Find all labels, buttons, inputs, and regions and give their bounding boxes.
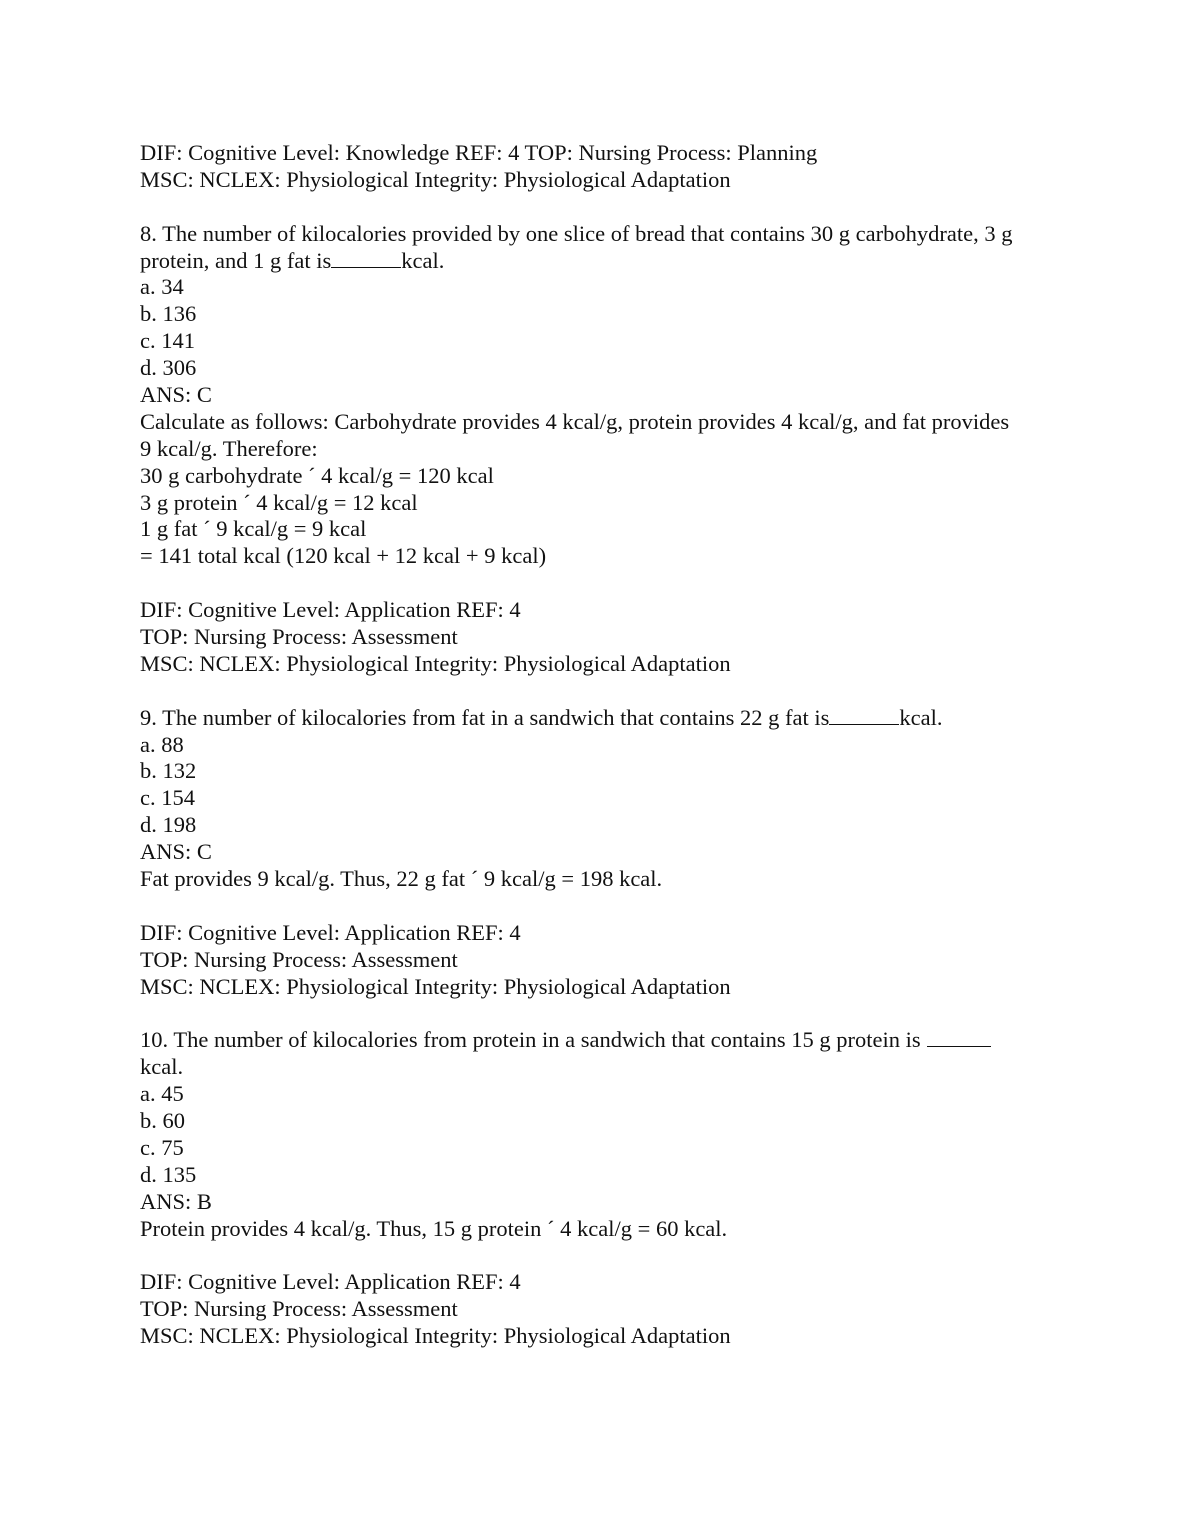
q8-stem-line1: 8. The number of kilocalories provided by one slice of bread that contains 30 g carbohydrate, 3 g [140,220,1013,246]
q9-option-b: b. 132 [140,758,197,784]
q8-stem-unit: kcal. [401,247,445,273]
q8-dif: DIF: Cognitive Level: Application REF: 4 [140,597,521,623]
q10-top: TOP: Nursing Process: Assessment [140,1296,458,1322]
q10-dif: DIF: Cognitive Level: Application REF: 4 [140,1269,521,1295]
spacer [140,194,1060,221]
q9-stem [140,705,1060,732]
q10-option-a: a. 45 [140,1081,184,1107]
q9-option-d: d. 198 [140,812,197,838]
prev-msc-line: MSC: NCLEX: Physiological Integrity: Physiological Adaptation [140,166,731,192]
q10-msc: MSC: NCLEX: Physiological Integrity: Physiological Adaptation [140,1323,731,1349]
q8-answer: ANS: C [140,382,212,408]
q8-rationale-line: 9 kcal/g. Therefore: [140,435,318,461]
q10-answer-blank [927,1027,991,1047]
q8-option-c: c. 141 [140,328,195,354]
q8-top: TOP: Nursing Process: Assessment [140,624,458,650]
q10-stem-line1 [140,1027,1060,1054]
spacer [140,678,1060,705]
q9-top: TOP: Nursing Process: Assessment [140,946,458,972]
q8-msc: MSC: NCLEX: Physiological Integrity: Physiological Adaptation [140,650,731,676]
q8-stem-text: protein, and 1 g fat is [140,247,332,273]
spacer [140,1243,1060,1270]
q9-answer: ANS: C [140,839,212,865]
q10-rationale: Protein provides 4 kcal/g. Thus, 15 g protein ´ 4 kcal/g = 60 kcal. [140,1215,728,1241]
q9-answer-blank [829,705,899,725]
q8-rationale-line: = 141 total kcal (120 kcal + 12 kcal + 9 kcal) [140,543,547,569]
prev-dif-line: DIF: Cognitive Level: Knowledge REF: 4 TOP: Nursing Process: Planning [140,140,818,165]
q10-option-c: c. 75 [140,1134,184,1160]
q8-option-a: a. 34 [140,274,184,300]
q8-rationale-line: 30 g carbohydrate ´ 4 kcal/g = 120 kcal [140,462,494,488]
q9-option-a: a. 88 [140,731,184,757]
document-page [140,140,1060,1350]
q10-option-b: b. 60 [140,1108,185,1134]
q9-rationale: Fat provides 9 kcal/g. Thus, 22 g fat ´ 9 kcal/g = 198 kcal. [140,866,663,892]
q8-option-d: d. 306 [140,355,197,381]
q10-stem-line2: kcal. [140,1054,184,1080]
q9-dif: DIF: Cognitive Level: Application REF: 4 [140,919,521,945]
q8-answer-blank [331,248,401,268]
q9-option-c: c. 154 [140,785,195,811]
spacer [140,893,1060,920]
q8-stem-line2 [140,248,1060,275]
q9-stem-unit: kcal. [899,704,943,730]
q10-stem-text: 10. The number of kilocalories from protein in a sandwich that contains 15 g protein is [140,1027,921,1053]
q8-rationale-line: 3 g protein ´ 4 kcal/g = 12 kcal [140,489,418,515]
spacer [140,570,1060,597]
q10-answer: ANS: B [140,1188,212,1214]
q8-option-b: b. 136 [140,301,197,327]
spacer [140,1001,1060,1028]
q8-rationale-line: 1 g fat ´ 9 kcal/g = 9 kcal [140,516,367,542]
q8-rationale-line: Calculate as follows: Carbohydrate provides 4 kcal/g, protein provides 4 kcal/g, and fat provides [140,408,1010,434]
q9-stem-text: 9. The number of kilocalories from fat in a sandwich that contains 22 g fat is [140,704,830,730]
q9-msc: MSC: NCLEX: Physiological Integrity: Physiological Adaptation [140,973,731,999]
q10-option-d: d. 135 [140,1161,197,1187]
